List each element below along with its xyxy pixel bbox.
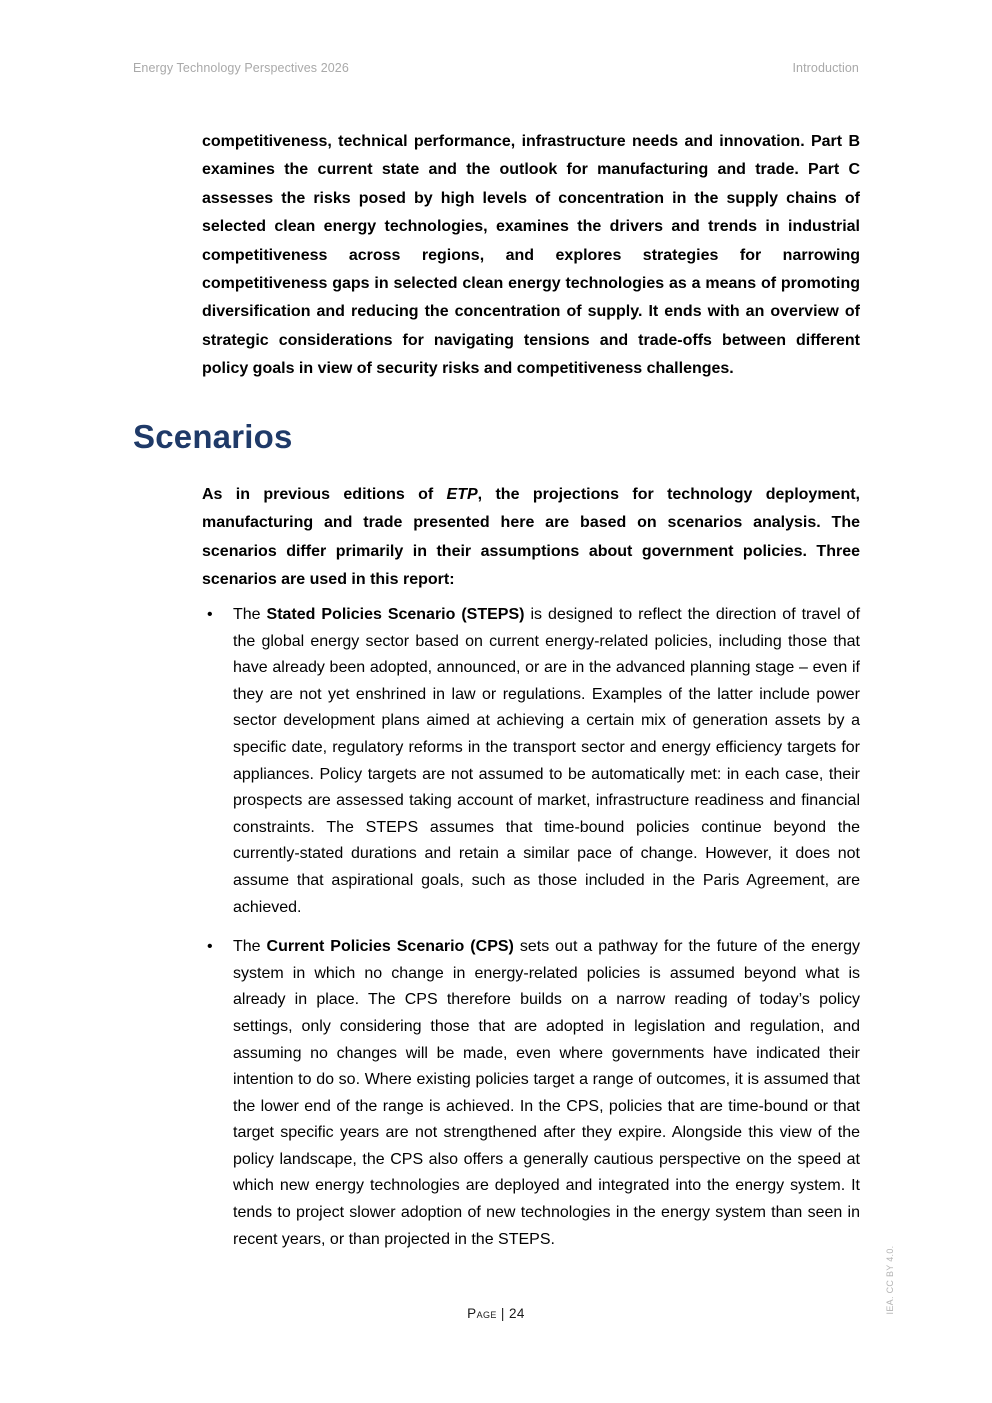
license-side-note: IEA. CC BY 4.0. [885, 1245, 895, 1315]
list-item-steps-scenario [202, 602, 860, 921]
lead-text-pre: As in previous editions of [202, 486, 447, 503]
header-document-title: Energy Technology Perspectives 2026 [133, 61, 349, 75]
bullet-dot-icon: • [207, 938, 213, 956]
page-header [133, 61, 859, 75]
page-number-label: Page | 24 [467, 1306, 525, 1321]
steps-scenario-text [233, 602, 860, 921]
list-item-cps-scenario [202, 934, 860, 1253]
lead-text-post: , the projections for technology deployment, manufacturing and trade presented here are based on scenarios analysis. The scenarios differ primarily in their assumptions about government policies. Three scenarios are used in this report: [202, 486, 860, 589]
steps-scenario-name: Stated Policies Scenario (STEPS) [266, 606, 525, 623]
scenarios-lead-paragraph [202, 481, 860, 595]
scenario-bullet-list [202, 602, 860, 1266]
section-title-scenarios: Scenarios [133, 418, 293, 455]
bullet-dot-icon: • [207, 606, 213, 623]
cps-scenario-text [233, 934, 860, 1253]
bullet-text-pre: The [233, 938, 267, 956]
header-chapter-title: Introduction [792, 61, 859, 75]
bullet-text-pre: The [233, 606, 267, 623]
page-footer [133, 1306, 859, 1321]
bullet-text-rest: is designed to reflect the direction of travel of the global energy sector based on current energy-related policies, including those that have already been adopted, announced, or are in the advanced planning stage – even if they are not yet enshrined in law or regulations. Examples of the latter include power sector development plans aimed at achieving a certain mix of generation assets by a specific date, regulatory reforms in the transport sector and energy efficiency targets for appliances. Policy targets are not assumed to be automatically met: in each case, their prospects are assessed taking account of market, infrastructure readiness and financial constraints. The STEPS assumes that time-bound policies continue beyond the currently-stated durations and retain a similar pace of change. However, it does not assume that aspirational goals, such as those included in the Paris Agreement, are achieved. [233, 606, 861, 916]
etp-italic-abbreviation: ETP [446, 486, 478, 503]
intro-paragraph: competitiveness, technical performance, infrastructure needs and innovation. Part B examines the current state and the outlook for manufacturing and trade. Part C assesses the risks posed by high levels of concentration in the supply chains of selected clean energy technologies, examines the drivers and trends in industrial competitiveness across regions, and explores strategies for narrowing competitiveness gaps in selected clean energy technologies as a means of promoting diversification and reducing the concentration of supply. It ends with an overview of strategic considerations for navigating tensions and trade-offs between different policy goals in view of security risks and competitiveness challenges. [202, 133, 860, 378]
cps-scenario-name: Current Policies Scenario (CPS) [266, 938, 514, 956]
bullet-text-rest: sets out a pathway for the future of the energy system in which no change in energy-related policies is assumed beyond what is already in place. The CPS therefore builds on a narrow reading of today’s policy settings, only considering those that are adopted in legislation and regulation, and assuming no changes will be made, even where governments have indicated their intention to do so. Where existing policies target a range of outcomes, it is assumed that the lower end of the range is achieved. In the CPS, policies that are time-bound or that target specific years are not strengthened after they expire. Alongside this view of the policy landscape, the CPS also offers a generally cautious perspective on the speed at which new energy technologies are deployed and integrated into the energy system. It tends to project slower adoption of new technologies in the energy system than seen in recent years, or than projected in the STEPS. [233, 938, 861, 1248]
